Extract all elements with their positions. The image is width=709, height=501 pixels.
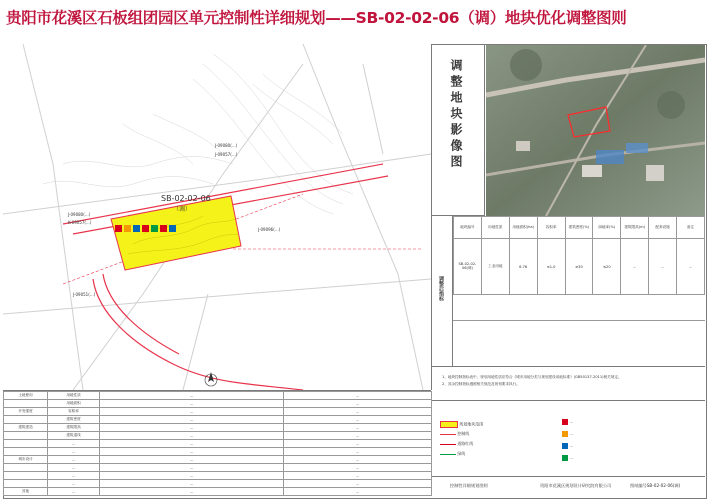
table-cell: …: [284, 392, 432, 400]
table-cell: …: [284, 432, 432, 440]
table-header: 地块编号: [454, 217, 482, 239]
table-cell: 建筑限高: [48, 424, 100, 432]
note-1: 1、地块控制指标表中，规划用地性质应符合《城市用地分类与规划建设用地标准》(GB50137-2011)相关规定。: [442, 375, 622, 379]
table-cell: …: [100, 472, 284, 480]
table-cell: …: [48, 456, 100, 464]
table-cell: 开发强度: [4, 408, 48, 416]
table-cell: [4, 416, 48, 424]
table-cell: …: [100, 456, 284, 464]
legend-item: …: [562, 431, 573, 437]
table-cell: 土地使用: [4, 392, 48, 400]
table-cell: …: [48, 440, 100, 448]
map-label-4: K-09057(…): [68, 220, 92, 225]
table-header: 用地面积(ha): [509, 217, 537, 239]
table-cell: ≤20: [593, 239, 621, 295]
table-cell: …: [621, 239, 649, 295]
table-cell: …: [284, 464, 432, 472]
footer-left: 控制性详细规划图则: [450, 483, 488, 488]
table-cell: ≥30: [565, 239, 593, 295]
table-cell: [4, 440, 48, 448]
table-cell: 用地性质: [48, 392, 100, 400]
legend-item: …: [562, 443, 573, 449]
table-header: 容积率: [537, 217, 565, 239]
table-cell: [4, 448, 48, 456]
control-table-area: [3, 390, 431, 497]
table-cell: …: [100, 480, 284, 488]
image-label-cell: [432, 45, 485, 216]
footer-right: 图纸编号SB-02-02-06(调): [630, 483, 681, 488]
footer: [432, 476, 705, 497]
table-cell: …: [100, 400, 284, 408]
legend-item: …: [562, 455, 573, 461]
table-cell: …: [284, 488, 432, 496]
table-cell: …: [284, 408, 432, 416]
table-cell: …: [100, 416, 284, 424]
notes: [432, 366, 705, 400]
table-header: 绿地率(%): [593, 217, 621, 239]
control-table: [3, 391, 432, 496]
table-cell: …: [100, 408, 284, 416]
map-label-3: J-09080(…): [68, 212, 91, 217]
legend-item: 规划地块范围: [440, 421, 483, 428]
map-label-1: J-09080(…): [215, 143, 238, 148]
legend: [432, 400, 705, 477]
table-cell: ≤1.0: [537, 239, 565, 295]
planning-map: [3, 44, 432, 390]
table-cell: …: [100, 424, 284, 432]
legend-item: 绿线: [440, 451, 465, 457]
legend-item: 控制线: [440, 431, 469, 437]
table-cell: [4, 464, 48, 472]
map-drawing: [3, 44, 431, 390]
table-cell: 工业用地: [481, 239, 509, 295]
table-cell: …: [284, 424, 432, 432]
table-cell: …: [48, 480, 100, 488]
adjust-label-cell: [432, 216, 453, 366]
table-cell: …: [284, 400, 432, 408]
table-cell: …: [100, 440, 284, 448]
legend-item: 道路红线: [440, 441, 473, 447]
adjust-label: 调整后指标: [438, 276, 444, 301]
table-cell: 容积率: [48, 408, 100, 416]
map-label-5: J-09096(…): [258, 227, 281, 232]
indicator-table-area: [453, 216, 705, 366]
note-2: 2、其余控制指标遵照相关规范及规划要求执行。: [442, 382, 520, 386]
table-cell: [4, 480, 48, 488]
parcel-code-label: SB-02-02-06: [161, 194, 211, 203]
table-cell: …: [284, 472, 432, 480]
table-header: 备注: [677, 217, 705, 239]
table-cell: [4, 400, 48, 408]
image-label: 调整地块影像图: [449, 59, 463, 171]
map-label-6: J-09051(…): [73, 292, 96, 297]
facility-icons: [115, 225, 176, 232]
table-header: 建筑密度(%): [565, 217, 593, 239]
table-cell: …: [284, 456, 432, 464]
table-cell: …: [100, 392, 284, 400]
table-cell: 建筑密度: [48, 416, 100, 424]
footer-mid: 贵阳市花溪区规划设计研究院有限公司: [540, 483, 612, 488]
table-cell: …: [649, 239, 677, 295]
table-cell: …: [284, 440, 432, 448]
map-label-2: J-09057(…): [215, 152, 238, 157]
table-cell: …: [284, 448, 432, 456]
table-cell: …: [48, 448, 100, 456]
table-cell: [4, 472, 48, 480]
table-cell: …: [284, 480, 432, 488]
table-cell: …: [677, 239, 705, 295]
table-cell: …: [100, 432, 284, 440]
parcel-mark-label: （调）: [173, 206, 192, 213]
satellite-image: [486, 45, 705, 217]
table-cell: [4, 432, 48, 440]
table-cell: 城市设计: [4, 456, 48, 464]
table-header: 建筑限高(m): [621, 217, 649, 239]
table-cell: 建筑建造: [4, 424, 48, 432]
legend-item: …: [562, 419, 573, 425]
table-cell: …: [100, 488, 284, 496]
table-header: 用地性质: [481, 217, 509, 239]
table-cell: …: [100, 464, 284, 472]
table-cell: …: [284, 416, 432, 424]
table-cell: 其他: [4, 488, 48, 496]
table-cell: …: [48, 472, 100, 480]
table-cell: 用地面积: [48, 400, 100, 408]
table-cell: …: [48, 464, 100, 472]
indicator-table: [453, 216, 705, 295]
table-cell: SB-02-02-06(调): [454, 239, 482, 295]
table-cell: 建筑退线: [48, 432, 100, 440]
table-cell: 6.76: [509, 239, 537, 295]
table-cell: …: [48, 488, 100, 496]
table-cell: …: [100, 448, 284, 456]
page-title: 贵阳市花溪区石板组团园区单元控制性详细规划——SB-02-02-06（调）地块优化调整图则: [6, 9, 627, 27]
table-header: 配套设施: [649, 217, 677, 239]
